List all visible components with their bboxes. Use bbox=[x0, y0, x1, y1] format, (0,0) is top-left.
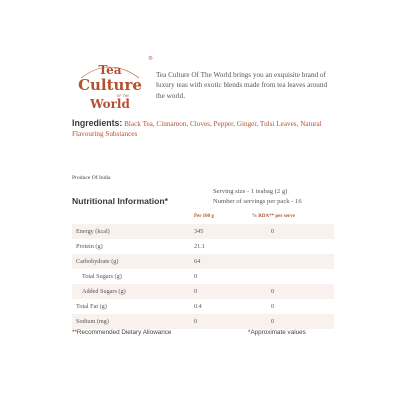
rda-value: 0 bbox=[271, 288, 275, 295]
logo-word-of-the: OF THE bbox=[116, 94, 130, 98]
serving-size: Serving size - 1 teabag (2 g) bbox=[213, 188, 288, 195]
table-row-sodium bbox=[72, 314, 334, 329]
per-100g-value: 0 bbox=[194, 273, 198, 280]
per-100g-value: 0 bbox=[194, 318, 198, 325]
rda-value: 0 bbox=[271, 228, 275, 235]
table-row-added-sugars bbox=[72, 284, 334, 299]
ingredients-label: Ingredients: bbox=[72, 118, 123, 128]
table-row-total-fat bbox=[72, 299, 334, 314]
nutrient-name: Protein (g) bbox=[76, 243, 103, 250]
rda-footnote: **Recommended Dietary Allowance bbox=[72, 329, 172, 336]
nutrient-name: Total Fat (g) bbox=[76, 303, 107, 310]
serving-info bbox=[213, 187, 302, 206]
brand-description: Tea Culture Of The World brings you an exquisite brand of luxury teas with exotic blends made from tea leaves around the world. bbox=[156, 71, 328, 100]
logo-word-culture: Culture bbox=[78, 76, 142, 94]
logo-icon bbox=[71, 58, 149, 114]
nutrient-name: Carbohydrate (g) bbox=[76, 258, 119, 265]
tea-culture-of-the-world-logo bbox=[71, 58, 149, 114]
nutrient-name: Added Sugars (g) bbox=[82, 288, 126, 295]
registered-mark: ® bbox=[148, 56, 153, 62]
rda-value: 0 bbox=[271, 318, 275, 325]
per-100g-value: 0.4 bbox=[194, 303, 202, 310]
approximate-values-footnote: *Approximate values bbox=[248, 329, 306, 336]
per-100g-value: 345 bbox=[194, 228, 204, 235]
servings-per-pack: Number of servings per pack - 16 bbox=[213, 197, 302, 205]
rda-value: 0 bbox=[271, 303, 275, 310]
column-header-rda: % RDA** per serve bbox=[252, 214, 295, 219]
nutrient-name: Total Sugars (g) bbox=[82, 273, 122, 280]
per-100g-value: 0 bbox=[194, 288, 198, 295]
origin-label: Produce Of India bbox=[72, 175, 111, 181]
table-row-energy bbox=[72, 224, 334, 239]
per-100g-value: 64 bbox=[194, 258, 201, 265]
logo-word-world: World bbox=[90, 97, 130, 111]
table-row-total-sugars bbox=[72, 269, 334, 284]
per-100g-value: 21.1 bbox=[194, 243, 205, 250]
nutrient-name: Energy (kcal) bbox=[76, 228, 110, 235]
nutrient-name: Sodium (mg) bbox=[76, 318, 109, 325]
logo-word-tea: Tea bbox=[98, 63, 122, 77]
table-row-carbohydrate bbox=[72, 254, 334, 269]
ingredients-text: Black Tea, Cinnamon, Cloves, Pepper, Ginger, Tulsi Leaves, Natural Flavouring Substances bbox=[72, 120, 322, 139]
ingredients-block bbox=[72, 118, 334, 140]
table-row-protein bbox=[72, 239, 334, 254]
nutrition-title: Nutritional Information* bbox=[72, 196, 168, 206]
column-header-per-100g: Per 100 g bbox=[194, 214, 214, 219]
